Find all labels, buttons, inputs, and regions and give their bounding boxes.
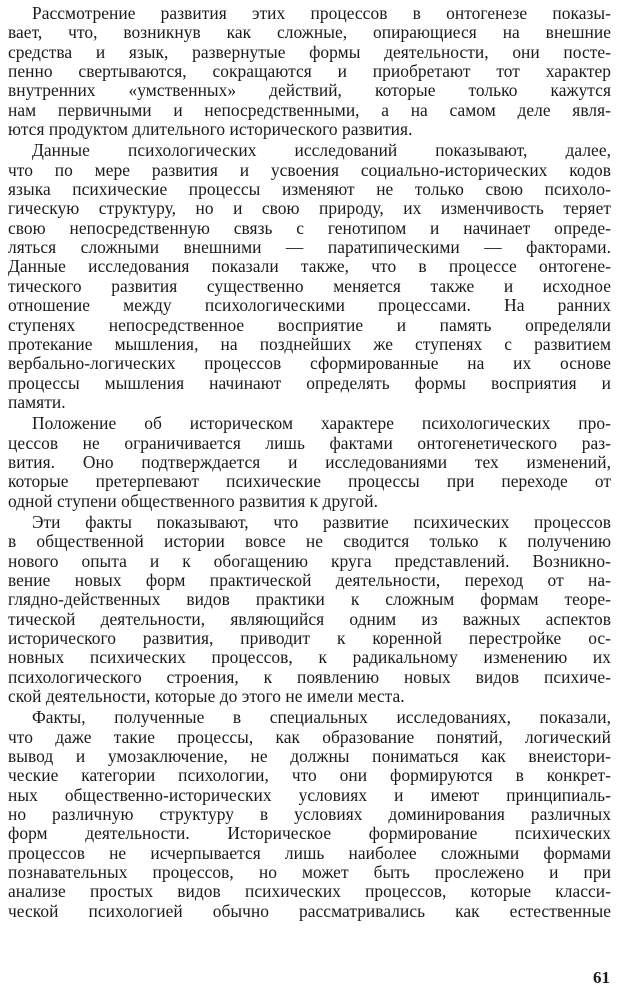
text-line: которые претерпевают психические процессы при переходе от [8,472,611,492]
text-line: протекание мышления, на позднейших же ступенях с развитием [8,334,611,354]
text-line: Данные исследования показали также, что в процессе онтогене- [8,257,611,277]
text-line: Факты, полученные в специальных исследованиях, показали, [32,708,611,728]
text-line: тического развития существенно меняется также и исходное [8,276,611,296]
paragraph-4 [8,513,611,706]
text-line: что даже такие процессы, как образование понятий, логический [8,727,611,747]
text-line: тической деятельности, являющийся одним из важных аспектов [8,609,611,629]
text-line: языка психические процессы изменяют не только свою психоло- [8,180,611,200]
text-line: в общественной истории вовсе не сводится только к получению [8,532,611,552]
text-line: что по мере развития и усвоения социально-исторических кодов [8,160,611,180]
text-line: гическую структуру, но и свою природу, их изменчивость теряет [8,199,611,219]
text-line: ляться сложными внешними — паратипическими — факторами. [8,238,611,258]
text-line: цессов не ограничивается лишь фактами онтогенетического раз- [8,433,611,453]
text-line: анализе простых видов психических процессов, которые класси- [8,882,611,902]
text-line: ской деятельности, которые до этого не имели места. [8,687,405,707]
text-line: нового опыта и к обогащению круга представлений. Возникно- [8,551,611,571]
paragraph-3 [8,414,611,511]
text-line: Эти факты показывают, что развитие психических процессов [32,512,611,532]
paragraph-5 [8,708,611,921]
text-line: глядно-действенных видов практики к сложным формам теоре- [8,590,611,610]
text-line: процессов не исчерпывается лишь наиболее сложными формами [8,843,611,863]
text-line: вение новых форм практической деятельности, переход от на- [8,570,611,590]
text-line: пенно свертываются, сокращаются и приобретают тот характер [8,62,611,82]
text-line: внутренних «умственных» действий, которые только кажутся [8,81,611,101]
text-line: процессы мышления начинают определять формы восприятия и [8,373,611,393]
text-line: средства и язык, развернутые формы деятельности, они посте- [8,42,611,62]
text-line: памяти. [8,392,66,412]
text-line: Данные психологических исследований показывают, далее, [32,141,611,161]
text-line: исторического развития, приводит к коренной перестройке ос- [8,629,611,648]
text-line: ческие категории психологии, что они формируются в конкрет- [8,766,611,786]
text-line: форм деятельности. Историческое формирование психических [8,824,611,844]
text-line: свою непосредственную связь с генотипом и начинает опреде- [8,218,611,238]
text-line: вывод и умозаключение, не должны пониматься как внеистори- [8,747,611,767]
paragraph-1 [8,4,611,139]
text-line: ются продуктом длительного исторического развития. [8,120,413,140]
text-line: вития. Оно подтверждается и исследованиями тех изменений, [8,452,611,472]
text-line: психологического строения, к появлению новых видов психиче- [8,667,611,687]
text-line: ных общественно-исторических условиях и имеют принципиаль- [8,785,611,805]
text-line: новных психических процессов, к радикальному изменению их [8,648,611,668]
text-line: ступенях непосредственное восприятие и память определяли [8,315,611,335]
text-line: но различную структуру в условиях доминирования различных [8,805,611,825]
paragraph-2 [8,141,611,412]
text-line: вербально-логических процессов сформированные на их основе [8,354,611,374]
text-line: Положение об историческом характере психологических про- [32,414,611,434]
text-line: вает, что, возникнув как сложные, опирающиеся на внешние [8,23,611,43]
text-line: отношение между психологическими процессами. На ранних [8,296,611,316]
text-line: нам первичными и непосредственными, а на самом деле явля- [8,100,611,120]
text-line: познавательных процессов, но может быть прослежено и при [8,863,611,883]
text-line: одной ступени общественного развития к другой. [8,491,378,511]
page-number: 61 [593,968,610,987]
text-line: Рассмотрение развития этих процессов в онтогенезе показы- [32,4,611,23]
text-line: ческой психологией обычно рассматривались как естественные [8,901,611,921]
